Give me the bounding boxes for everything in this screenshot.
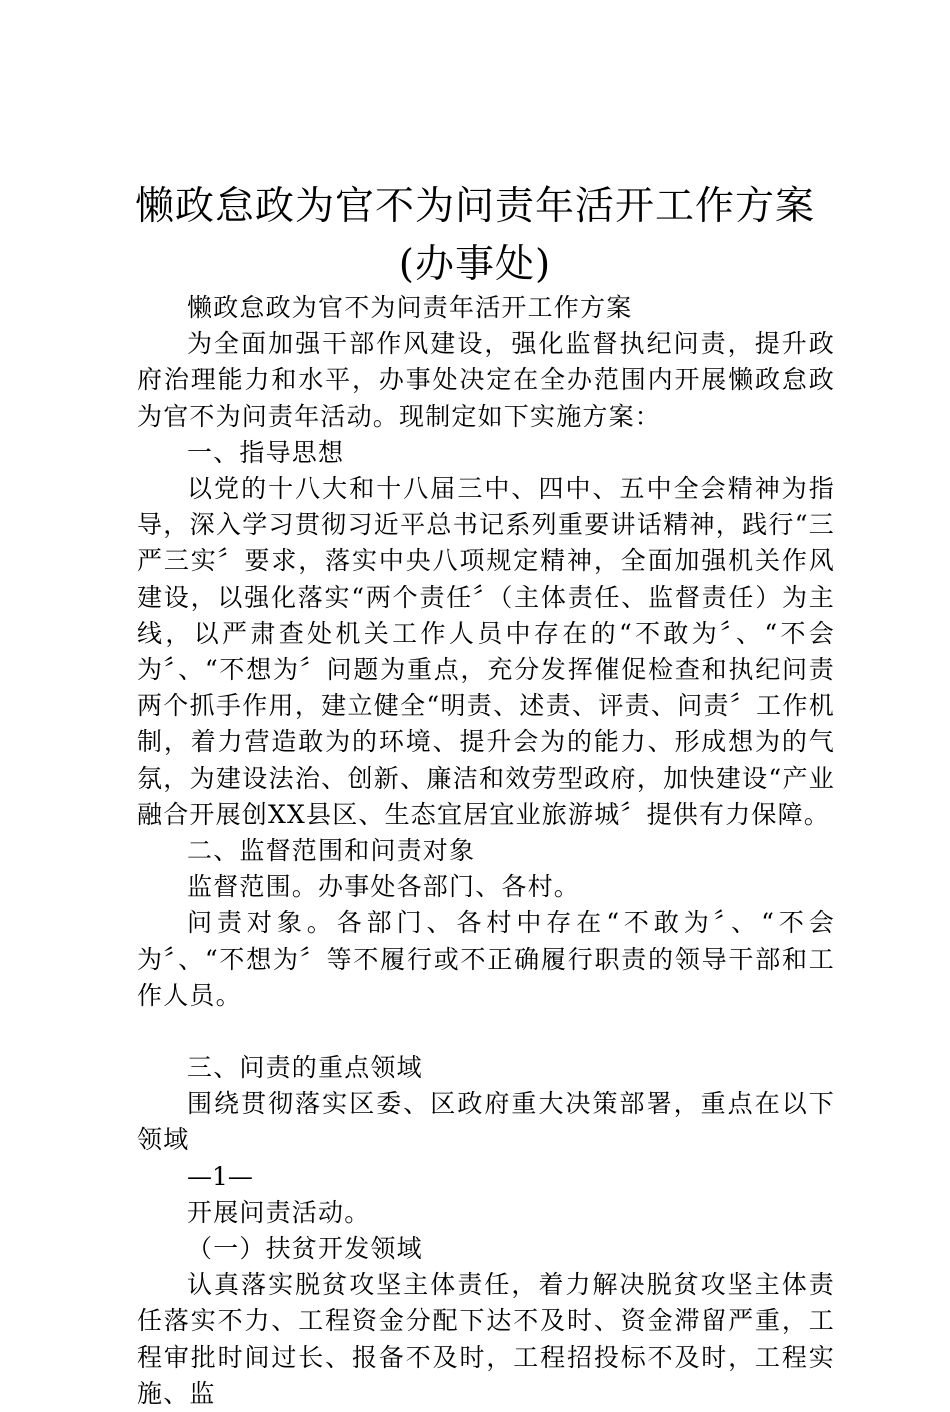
subtitle-paragraph: 懒政怠政为官不为问责年活开工作方案 <box>187 293 633 322</box>
key-areas-paragraph: 围绕贯彻落实区委、区政府重大决策部署，重点在以下领域 <box>137 1089 835 1155</box>
document-body <box>137 290 835 1412</box>
key-areas-continuation: 开展问责活动。 <box>187 1197 371 1227</box>
page-number-marker: —1— <box>187 1161 253 1191</box>
section-heading-guiding-thought: 一、指导思想 <box>187 437 345 467</box>
section-heading-key-areas: 三、问责的重点领域 <box>187 1053 423 1083</box>
intro-paragraph: 为全面加强干部作风建设，强化监督执纪问责，提升政府治理能力和水平，办事处决定在全办范围内开展懒政怠政为官不为问责年活动。现制定如下实施方案： <box>137 329 835 431</box>
poverty-paragraph: 认真落实脱贫攻坚主体责任，着力解决脱贫攻坚主体责任落实不力、工程资金分配下达不及时、资金滞留严重，工程审批时间过长、报备不及时，工程招投标不及时，工程实施、监 <box>137 1270 835 1408</box>
section-heading-scope: 二、监督范围和问责对象 <box>187 836 476 866</box>
scope-paragraph: 监督范围。办事处各部门、各村。 <box>187 872 581 902</box>
accountability-targets-paragraph: 问责对象。各部门、各村中存在“不敢为〞、“不会为〞、“不想为〞等不履行或不正确履行职责的领导干部和工作人员。 <box>137 908 835 1010</box>
subsection-heading-poverty: （一）扶贫开发领域 <box>187 1234 423 1264</box>
document-title: 懒政怠政为官不为问责年活开工作方案(办事处) <box>134 184 815 287</box>
guiding-thought-paragraph: 以党的十八大和十八届三中、四中、五中全会精神为指导，深入学习贯彻习近平总书记系列重要讲话精神，践行“三严三实〞要求，落实中央八项规定精神，全面加强机关作风建设，以强化落实“两个责任〞（主体责任、监督责任）为主线，以严肃查处机关工作人员中存在的“不敢为〞、“不会为〞、“不想为〞问题为重点，充分发挥催促检查和执纪问责两个抓手作用，建立健全“明责、述责、评责、问责〞工作机制，着力营造敢为的环境、提升会为的能力、形成想为的气氛，为建设法治、创新、廉洁和效劳型政府，加快建设“产业融合开展创XX县区、生态宜居宜业旅游城〞提供有力保障。 <box>137 474 835 829</box>
